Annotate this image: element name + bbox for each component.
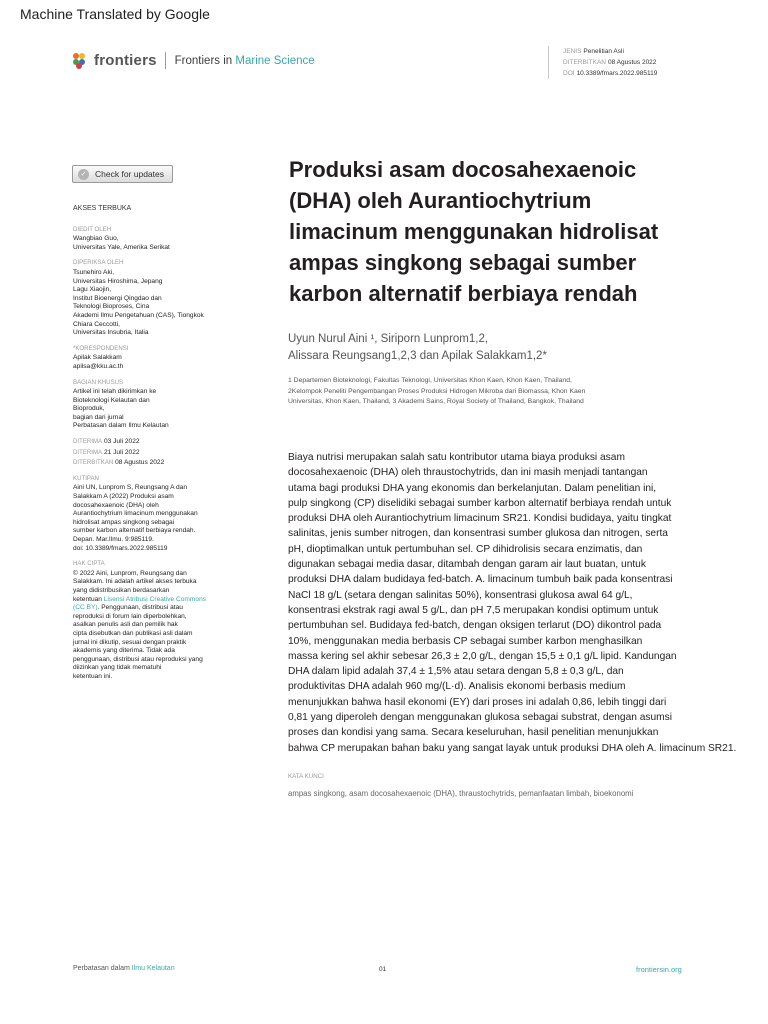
article-title: Produksi asam docosahexaenoic (DHA) oleh Aurantiochytrium limacinum menggunakan hidrolisat ampas singkong sebagai sumber karbon alternatif berbiaya rendah	[289, 157, 659, 306]
check-for-updates-label: Check for updates	[95, 169, 164, 179]
meta-published: DITERBITKAN 08 Agustus 2022	[563, 59, 657, 66]
dates-section	[73, 438, 233, 468]
copyright-text: © 2022 Aini, Lunprom, Reungsang dan Salakkam. Ini adalah artikel akses terbuka yang didistribusikan berdasarkan ketentuan Lisensi Atribusi Creative Commons (CC BY). Penggunaan, distribusi atau reproduksi di forum lain diperbolehkan, asalkan penulis asli dan pemilik hak cipta disebutkan dan publikasi asli dalam jurnal ini dikutip, sesuai dengan praktik akademis yang diterima. Tidak ada penggunaan, distribusi atau reproduksi yang diizinkan yang tidak mematuhi ketentuan ini.	[73, 569, 207, 680]
edited-by-section: DIEDIT OLEH Wangbiao Guo, Universitas Yale, Amerika Serikat	[73, 226, 233, 253]
correspondence-section: *KORESPONDENSI Apilak Salakkam apilsa@kku.ac.th	[73, 345, 233, 372]
published-date: DITERBITKAN 08 Agustus 2022	[73, 459, 165, 467]
copyright-section: HAK CIPTA © 2022 Aini, Lunprom, Reungsang dan Salakkam. Ini adalah artikel akses terbuka yang didistribusikan berdasarkan ketentuan Lisensi Atribusi Creative Commons (CC BY). Penggunaan, distribusi atau reproduksi di forum lain diperbolehkan, asalkan penulis asli dan pemilik hak cipta disebutkan dan publikasi asli dalam jurnal ini dikutip, sesuai dengan praktik akademis yang diterima. Tidak ada penggunaan, distribusi atau reproduksi yang diizinkan yang tidak mematuhi ketentuan ini.	[73, 560, 233, 681]
citation-section: KUTIPAN Aini UN, Lunprom S, Reungsang A dan Salakkam A (2022) Produksi asam docosahexaenoic (DHA) oleh Aurantiochytrium limacinum menggunakan hidrolisat ampas singkong sebagai sumber karbon alternatif berbiaya rendah. Depan. Mar.Ilmu. 9:985119. doi: 10.3389/fmars.2022.985119	[73, 475, 233, 553]
meta-type: JENIS Penelitian Asli	[563, 48, 624, 55]
logo-dot	[76, 63, 82, 69]
journal-title: Marine Science	[235, 54, 315, 67]
citation-text: Aini UN, Lunprom S, Reungsang A dan Salakkam A (2022) Produksi asam docosahexaenoic (DHA) oleh Aurantiochytrium limacinum menggunakan hidrolisat ampas singkong sebagai sumber karbon alternatif berbiaya rendah. Depan. Mar.Ilmu. 9:985119. doi: 10.3389/fmars.2022.985119	[73, 484, 198, 552]
logo-divider	[165, 52, 166, 69]
logo-dot	[79, 53, 85, 59]
footer-website-link[interactable]: frontiersin.org	[636, 965, 682, 974]
specialty-section: BAGIAN KHUSUS Artikel ini telah dikirimkan ke Bioteknologi Kelautan dan Bioproduk, bagian dari jurnal Perbatasan dalam Ilmu Kelautan	[73, 379, 233, 432]
author-affiliations: 1 Departemen Bioteknologi, Fakultas Teknologi, Universitas Khon Kaen, Khon Kaen, Thailand, 2Kelompok Peneliti Pengembangan Proses Produksi Hidrogen Mikroba dari Biomassa, Khon Kaen Universitas, Khon Kaen, Thailand, 3 Akademi Sains, Royal Society of Thailand, Bangkok, Thailand	[288, 377, 586, 405]
article-meta	[548, 46, 657, 79]
footer-journal: Perbatasan dalam Ilmu Kelautan	[73, 965, 175, 972]
keywords: ampas singkong, asam docosahexaenoic (DHA), thraustochytrids, pemanfaatan limbah, bioekonomi	[288, 789, 634, 798]
update-check-icon: ✓	[78, 169, 89, 180]
abstract-text: Biaya nutrisi merupakan salah satu kontributor utama biaya produksi asam docosahexaenoic (DHA) oleh thraustochytrids, dan ini masih menjadi tantangan utama bagi produksi DHA yang ekonomis dan berkelanjutan. Dalam penelitian ini, pulp singkong (CP) diselidiki sebagai sumber karbon alternatif berbiaya rendah untuk produksi DHA oleh Aurantiochytrium limacinum SR21. Kondisi budidaya, yaitu tingkat salinitas, jenis sumber nitrogen, dan konsentrasi sumber glukosa dan nitrogen, serta pH, dioptimalkan untuk pertumbuhan sel. CP dihidrolisis secara enzimatis, dan digunakan sebagai media dasar, ditambah dengan garam air laut buatan, untuk produksi DHA dalam budidaya fed-batch. A. limacinum tumbuh baik pada konsentrasi NaCl 18 g/L (setara dengan salinitas 50%), konsentrasi glukosa awal 64 g/L, konsentrasi ekstrak ragi awal 5 g/L, dan pH 7,5 merupakan kondisi optimum untuk pertumbuhan sel. Budidaya fed-batch, dengan oksigen terlarut (DO) dikontrol pada 10%, menggunakan media berbasis CP sebagai sumber karbon menghasilkan massa kering sel akhir sebesar 26,3 ± 2,0 g/L, dengan 15,5 ± 0,1 g/L lipid. Kandungan DHA dalam lipid adalah 37,4 ± 1,5% atau setara dengan 5,8 ± 0,3 g/L, dan produktivitas DHA adalah 960 mg/(L·d). Analisis ekonomi berbasis medium menunjukkan bahwa hasil ekonomi (EY) dari proses ini adalah 0,86, lebih tinggi dari 0,81 yang diperoleh dengan menggunakan glukosa sebagai substrat, dengan asumsi proses dan kondisi yang sama. Secara keseluruhan, hasil penelitian menunjukkan bahwa CP merupakan bahan baku yang sangat layak untuk produksi DHA oleh A. limacinum SR21.	[288, 452, 737, 754]
specialty-text: Artikel ini telah dikirimkan ke Bioteknologi Kelautan dan Bioproduk, bagian dari jurnal Perbatasan dalam Ilmu Kelautan	[73, 388, 169, 430]
brand-name: frontiers	[94, 52, 157, 69]
reviewed-by-section: DIPERIKSA OLEH Tsunehiro Aki, Universitas Hiroshima, Jepang Lagu Xiaojin, Institut Bioenergi Qingdao dan Teknologi Bioproses, Cina Akademi Ilmu Pengetahuan (CAS), Tiongkok Chiara Ceccotti, Universitas Insubria, Italia	[73, 259, 233, 337]
meta-doi: DOI 10.3389/fmars.2022.985119	[563, 70, 658, 77]
page-number: 01	[379, 966, 387, 973]
open-access-label: AKSES TERBUKA	[73, 205, 132, 212]
check-for-updates-button[interactable]	[72, 165, 173, 183]
journal-name	[175, 55, 315, 67]
article-authors[interactable]: Uyun Nurul Aini ¹, Siriporn Lunprom1,2, Alissara Reungsang1,2,3 dan Apilak Salakkam1,2*	[288, 333, 547, 362]
correspondence[interactable]: Apilak Salakkam apilsa@kku.ac.th	[73, 354, 124, 370]
article-sidebar	[73, 205, 233, 689]
reviewers: Tsunehiro Aki, Universitas Hiroshima, Jepang Lagu Xiaojin, Institut Bioenergi Qingdao dan Teknologi Bioproses, Cina Akademi Ilmu Pengetahuan (CAS), Tiongkok Chiara Ceccotti, Universitas Insubria, Italia	[73, 268, 204, 337]
license-link[interactable]: Lisensi Atribusi Creative Commons (CC BY)	[73, 595, 207, 612]
received-date: DITERIMA 03 Juli 2022	[73, 438, 140, 446]
editor: Wangbiao Guo, Universitas Yale, Amerika Serikat	[73, 235, 170, 251]
accepted-date: DITERIMA 21 Juli 2022	[73, 448, 140, 456]
journal-prefix: Frontiers in	[174, 54, 233, 67]
frontiers-logo[interactable]	[73, 52, 315, 69]
machine-translation-banner: Machine Translated by Google	[20, 6, 210, 22]
frontiers-logo-icon	[73, 53, 89, 69]
keywords-label: KATA KUNCI	[288, 773, 324, 780]
